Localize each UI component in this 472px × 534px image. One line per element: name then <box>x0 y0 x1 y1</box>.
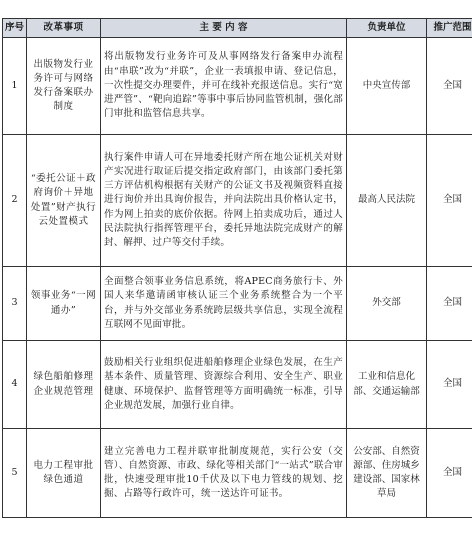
row-item: “委托公证＋政府询价＋异地处置”财产执行云处置模式 <box>27 135 101 267</box>
header-no: 序号 <box>3 19 27 38</box>
header-content: 主 要 内 容 <box>101 19 347 38</box>
row-item: 绿色船舶修理企业规范管理 <box>27 341 101 429</box>
row-no: 3 <box>3 267 27 341</box>
row-content: 鼓励相关行业组织促进船舶修理企业绿色发展，在生产基本条件、质量管理、资源综合利用、安全生产、职业健康、环境保护、监督管理等方面明确统一标准，引导企业规范发展，加强行业自律。 <box>101 341 347 429</box>
row-content: 全面整合领事业务信息系统，将APEC商务旅行卡、外国人来华邀请函审核认证三个业务系统整合为一个平台，并与外交部业务系统跨层级共享信息，实现全流程互联网不见面审批。 <box>101 267 347 341</box>
row-content: 执行案件申请人可在异地委托财产所在地公证机关对财产实况进行取证后提交指定政府部门，由该部门委托第三方评估机构根据有关财产的公证文书及视频资料直接进行询价并出具询价报告，并向法院出具价格认定书，作为网上拍卖的底价依据。待网上拍卖成功后，通过人民法院执行指挥管理平台，委托异地法院完成财产的解封、解押、过户等交付手续。 <box>101 135 347 267</box>
row-scope: 全国 <box>427 38 472 135</box>
table-row <box>3 429 472 518</box>
row-no: 4 <box>3 341 27 429</box>
table-row <box>3 135 472 267</box>
table-row <box>3 267 472 341</box>
row-scope: 全国 <box>427 135 472 267</box>
row-content: 建立完善电力工程并联审批制度规范，实行公安（交管）、自然资源、市政、绿化等相关部门“一站式”联合审批，快速受理审批10千伏及以下电力管线的规划、挖掘、占路等行政许可，统一送达许可证书。 <box>101 429 347 518</box>
header-row <box>3 19 472 38</box>
row-unit: 公安部、自然资源部、住房城乡建设部、国家林草局 <box>347 429 427 518</box>
row-content: 将出版物发行业务许可及从事网络发行备案申办流程由“串联”改为“并联”，企业一表填报申请、登记信息，一次性提交办理要件，并可在线补充报送信息。实行“宽进严管”、“靶向追踪”等事中事后协同监管机制，强化部门审批和监管信息共享。 <box>101 38 347 135</box>
row-unit: 外交部 <box>347 267 427 341</box>
header-item: 改革事项 <box>27 19 101 38</box>
row-item: 领事业务“一网通办” <box>27 267 101 341</box>
header-unit: 负责单位 <box>347 19 427 38</box>
row-unit: 工业和信息化部、交通运输部 <box>347 341 427 429</box>
header-scope: 推广范围 <box>427 19 472 38</box>
row-scope: 全国 <box>427 267 472 341</box>
row-unit: 最高人民法院 <box>347 135 427 267</box>
table-row <box>3 341 472 429</box>
row-unit: 中央宣传部 <box>347 38 427 135</box>
row-scope: 全国 <box>427 429 472 518</box>
row-no: 5 <box>3 429 27 518</box>
table-header <box>3 19 472 38</box>
table-body <box>3 38 472 518</box>
table-row <box>3 38 472 135</box>
reform-table <box>2 18 472 518</box>
row-item: 电力工程审批绿色通道 <box>27 429 101 518</box>
row-no: 2 <box>3 135 27 267</box>
row-item: 出版物发行业务许可与网络发行备案联办制度 <box>27 38 101 135</box>
row-scope: 全国 <box>427 341 472 429</box>
row-no: 1 <box>3 38 27 135</box>
